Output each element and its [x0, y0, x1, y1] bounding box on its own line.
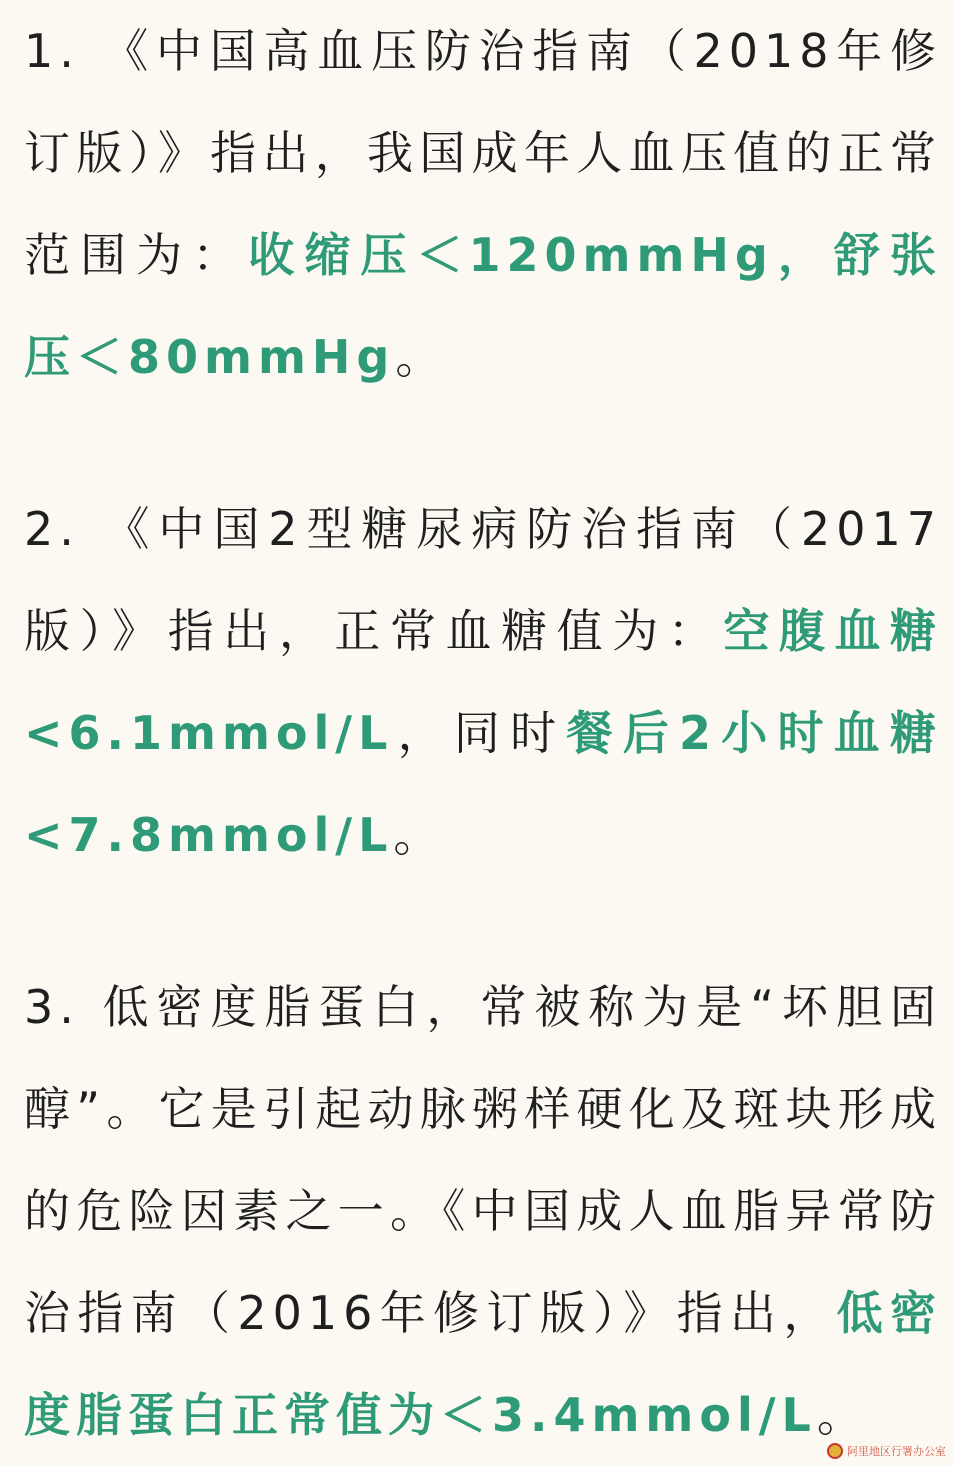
national-emblem-icon: [827, 1443, 843, 1459]
paragraph-text: 。: [816, 1388, 869, 1442]
watermark-text: 阿里地区行署办公室: [847, 1445, 946, 1458]
paragraph-hypertension: [24, 0, 942, 408]
watermark: [827, 1443, 946, 1459]
paragraph-text: ，同时: [393, 706, 567, 760]
paragraph-text: 。: [393, 808, 446, 862]
paragraph-text: 。: [395, 330, 448, 384]
highlight-postprandial-glucose: 餐后2小时血糖<7.8mmol/L: [24, 706, 943, 862]
highlight-ldl-normal-value: 低密度脂蛋白正常值为＜3.4mmol/L: [24, 1286, 942, 1442]
highlight-fasting-glucose: 空腹血糖<6.1mmol/L: [24, 604, 942, 760]
paragraph-text: 3. 低密度脂蛋白，常被称为是“坏胆固醇”。它是引起动脉粥样硬化及斑块形成的危险因素之一。《中国成人血脂异常防治指南（2016年修订版）》指出，: [24, 980, 942, 1340]
paragraph-text: 2. 《中国2型糖尿病防治指南（2017版）》指出，正常血糖值为：: [24, 502, 942, 658]
highlight-blood-pressure-range: 收缩压＜120mmHg，舒张压＜80mmHg: [24, 228, 943, 384]
article-body: [24, 0, 942, 1466]
paragraph-ldl: [24, 956, 942, 1466]
paragraph-diabetes: [24, 478, 942, 886]
paragraph-text: 1. 《中国高血压防治指南（2018年修订版）》指出，我国成年人血压值的正常范围为：: [24, 24, 942, 282]
